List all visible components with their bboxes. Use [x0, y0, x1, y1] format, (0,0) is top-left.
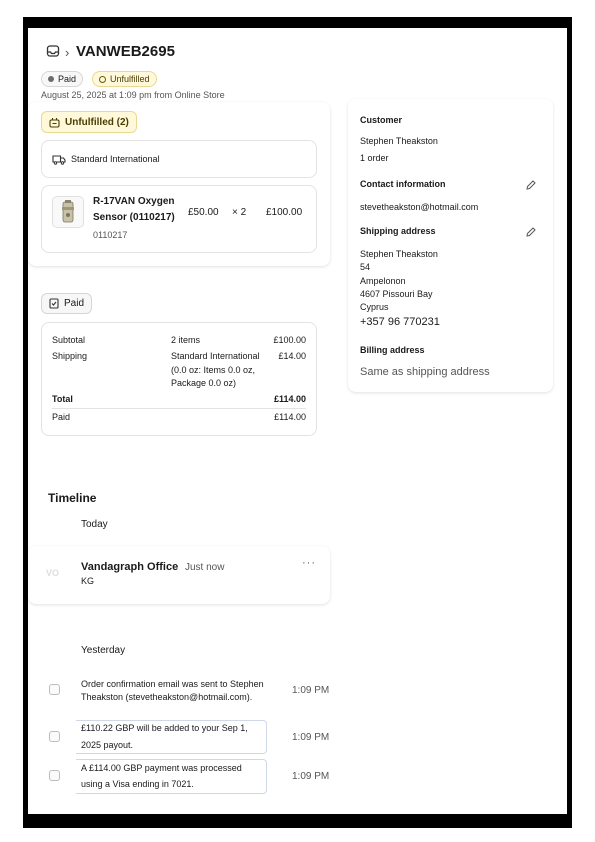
shipping-method-label: Standard International	[71, 154, 160, 164]
billing-heading: Billing address	[360, 345, 425, 355]
quantity: × 2	[232, 207, 247, 218]
payment-status-label: Paid	[58, 74, 77, 84]
customer-name-link[interactable]: Stephen Theakston	[360, 136, 438, 146]
edit-contact-pencil-icon[interactable]	[525, 179, 537, 191]
event-text-line1: A £114.00 GBP payment was processed	[81, 763, 242, 773]
shipping-desc-3: Package 0.0 oz)	[171, 378, 237, 388]
timeline-comment	[28, 546, 330, 604]
event-text-line1: £110.22 GBP will be added to your Sep 1,	[81, 723, 248, 733]
shipping-value: £14.00	[278, 351, 306, 361]
customer-phone: +357 96 770231	[360, 316, 440, 328]
billing-value: Same as shipping address	[360, 366, 490, 378]
line-item[interactable]	[41, 185, 317, 253]
event-checkbox[interactable]	[49, 684, 60, 695]
event-checkbox[interactable]	[49, 770, 60, 781]
paid-value: £114.00	[274, 412, 306, 422]
comment-time: Just now	[185, 562, 225, 573]
event-text-line1: Order confirmation email was sent to Stephen	[81, 679, 264, 689]
total-label: Total	[52, 394, 73, 404]
timeline-date-yesterday: Yesterday	[81, 645, 126, 656]
total-value: £114.00	[273, 394, 306, 404]
paid-header	[41, 293, 92, 314]
event-time: 1:09 PM	[292, 732, 330, 743]
comment-author: Vandagraph Office	[81, 561, 179, 573]
product-sku: 0110217	[93, 230, 128, 240]
payment-divider	[52, 408, 306, 409]
event-text-line2: Theakston (stevetheakston@hotmail.com).	[81, 692, 253, 702]
avatar: VO	[46, 568, 60, 578]
customer-card	[348, 99, 553, 392]
subtotal-label: Subtotal	[52, 335, 86, 345]
shipping-address-heading: Shipping address	[360, 226, 436, 236]
paid-label: Paid	[52, 412, 71, 422]
unfulfilled-ring-icon	[99, 76, 106, 83]
fulfillment-box-icon	[49, 117, 60, 128]
customer-order-count[interactable]: 1 order	[360, 153, 389, 163]
event-checkbox[interactable]	[49, 731, 60, 742]
event-time: 1:09 PM	[292, 685, 330, 696]
orders-inbox-icon[interactable]	[46, 44, 60, 58]
paid-title: Paid	[64, 298, 85, 309]
comment-body: KG	[81, 576, 95, 586]
shipping-desc-1: Standard International	[171, 351, 260, 361]
line-total: £100.00	[266, 207, 303, 218]
order-page	[28, 28, 567, 814]
product-thumbnail[interactable]	[52, 196, 84, 228]
timeline-date-today: Today	[81, 519, 108, 530]
paid-dot-icon	[48, 76, 54, 82]
breadcrumb-separator: ›	[65, 45, 70, 60]
customer-heading: Customer	[360, 115, 403, 125]
receipt-check-icon	[49, 298, 59, 309]
customer-email-link[interactable]: stevetheakston@hotmail.com	[360, 202, 479, 212]
order-meta: August 25, 2025 at 1:09 pm from Online Store	[41, 90, 225, 100]
address-line: 4607 Pissouri Bay	[360, 289, 433, 299]
address-line: Cyprus	[360, 302, 389, 312]
fulfillment-status-badge	[92, 71, 157, 87]
truck-icon	[52, 154, 66, 165]
subtotal-value: £100.00	[273, 335, 306, 345]
event-time: 1:09 PM	[292, 771, 330, 782]
product-name-line2[interactable]: Sensor (0110217)	[93, 212, 175, 223]
fulfillment-status-label: Unfulfilled	[110, 74, 150, 84]
unit-price: £50.00	[188, 207, 219, 218]
comment-menu-icon[interactable]: ···	[302, 557, 316, 569]
shipping-desc-2: (0.0 oz: Items 0.0 oz,	[171, 365, 256, 375]
unfulfilled-title: Unfulfilled (2)	[65, 116, 129, 128]
contact-heading: Contact information	[360, 179, 446, 189]
address-line: Ampelonon	[360, 276, 406, 286]
event-text-line2: 2025 payout.	[81, 740, 134, 750]
product-name-line1[interactable]: R-17VAN Oxygen	[93, 196, 175, 207]
shipping-label: Shipping	[52, 351, 88, 361]
page-title: VANWEB2695	[76, 43, 175, 60]
payment-summary	[41, 322, 317, 436]
shipping-method-box	[41, 140, 317, 178]
address-line: Stephen Theakston	[360, 249, 438, 259]
timeline-title: Timeline	[48, 491, 97, 505]
event-text-line2: using a Visa ending in 7021.	[81, 779, 194, 789]
unfulfilled-header	[41, 111, 137, 133]
edit-shipping-pencil-icon[interactable]	[525, 226, 537, 238]
payment-status-badge	[41, 71, 83, 87]
address-line: 54	[360, 262, 371, 272]
subtotal-desc: 2 items	[171, 335, 201, 345]
